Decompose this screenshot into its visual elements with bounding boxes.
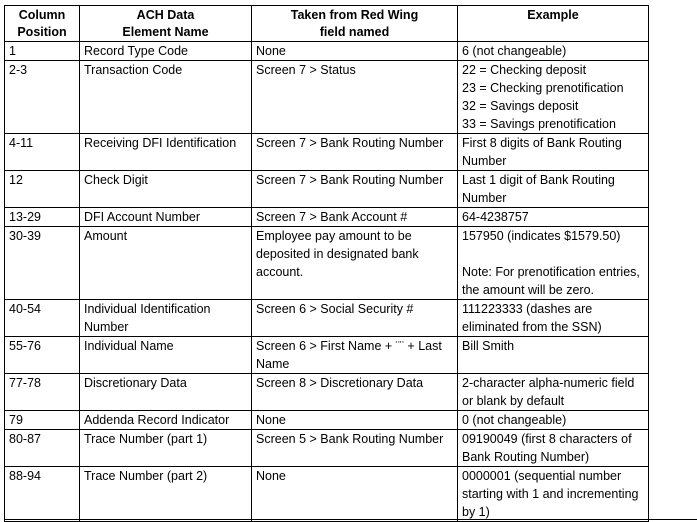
example-line: 09190049 (first 8 characters of Bank Routing Number) bbox=[462, 432, 632, 464]
table-body bbox=[5, 42, 649, 522]
cell-source-field: Screen 6 > First Name + ¨¨ + Last Name bbox=[252, 337, 458, 374]
table-row bbox=[5, 208, 649, 227]
table-row bbox=[5, 411, 649, 430]
table-header-row bbox=[5, 6, 649, 42]
cell-source-field: Screen 7 > Bank Routing Number bbox=[252, 134, 458, 171]
cell-position: 2-3 bbox=[5, 61, 80, 134]
cell-example bbox=[458, 134, 649, 171]
header-red-wing-field bbox=[252, 6, 458, 42]
cell-position: 80-87 bbox=[5, 430, 80, 467]
example-line: 32 = Savings deposit bbox=[462, 99, 579, 113]
cell-position: 12 bbox=[5, 171, 80, 208]
cell-element-name: Check Digit bbox=[80, 171, 252, 208]
header-text: Element Name bbox=[122, 25, 209, 39]
cell-element-name: Trace Number (part 2) bbox=[80, 467, 252, 522]
cell-element-name: Receiving DFI Identification bbox=[80, 134, 252, 171]
example-line: 0000001 (sequential number starting with 1 and incrementing by 1) bbox=[462, 469, 639, 519]
header-text: Example bbox=[527, 8, 579, 22]
header-text: Taken from Red Wing bbox=[290, 8, 419, 22]
cell-example bbox=[458, 227, 649, 300]
example-line: Note: For prenotification entries, the amount will be zero. bbox=[462, 265, 640, 297]
header-text: field named bbox=[319, 25, 390, 39]
cell-element-name: Addenda Record Indicator bbox=[80, 411, 252, 430]
header-text: Column bbox=[18, 8, 66, 22]
cell-position: 79 bbox=[5, 411, 80, 430]
example-line: First 8 digits of Bank Routing Number bbox=[462, 136, 622, 168]
table-row bbox=[5, 227, 649, 300]
table-row bbox=[5, 430, 649, 467]
header-column-position bbox=[5, 6, 80, 42]
cell-position: 30-39 bbox=[5, 227, 80, 300]
example-line: 157950 (indicates $1579.50) bbox=[462, 229, 621, 243]
example-line: 33 = Savings prenotification bbox=[462, 117, 616, 131]
cell-position: 77-78 bbox=[5, 374, 80, 411]
cell-element-name: Amount bbox=[80, 227, 252, 300]
table-row bbox=[5, 134, 649, 171]
header-text: ACH Data bbox=[136, 8, 195, 22]
cell-source-field: None bbox=[252, 411, 458, 430]
header-ach-element-name bbox=[80, 6, 252, 42]
cell-position: 4-11 bbox=[5, 134, 80, 171]
table-row bbox=[5, 337, 649, 374]
table-row bbox=[5, 61, 649, 134]
cell-element-name: DFI Account Number bbox=[80, 208, 252, 227]
cell-element-name: Individual Name bbox=[80, 337, 252, 374]
cell-source-field: Screen 7 > Bank Account # bbox=[252, 208, 458, 227]
cell-source-field: None bbox=[252, 467, 458, 522]
table-row bbox=[5, 171, 649, 208]
cell-position: 1 bbox=[5, 42, 80, 61]
cell-source-field: Screen 6 > Social Security # bbox=[252, 300, 458, 337]
cell-example bbox=[458, 430, 649, 467]
cell-example bbox=[458, 374, 649, 411]
cell-element-name: Transaction Code bbox=[80, 61, 252, 134]
header-example bbox=[458, 6, 649, 42]
header-text: Position bbox=[17, 25, 67, 39]
example-line: Bill Smith bbox=[462, 339, 515, 353]
cell-position: 40-54 bbox=[5, 300, 80, 337]
example-line: 6 (not changeable) bbox=[462, 44, 567, 58]
cell-source-field: Screen 5 > Bank Routing Number bbox=[252, 430, 458, 467]
example-line: 23 = Checking prenotification bbox=[462, 81, 624, 95]
cell-example bbox=[458, 300, 649, 337]
cell-element-name: Discretionary Data bbox=[80, 374, 252, 411]
cell-position: 88-94 bbox=[5, 467, 80, 522]
page-bottom-rule bbox=[4, 519, 697, 520]
example-line: Last 1 digit of Bank Routing Number bbox=[462, 173, 615, 205]
cell-element-name: Record Type Code bbox=[80, 42, 252, 61]
cell-example bbox=[458, 467, 649, 522]
table-row bbox=[5, 467, 649, 522]
example-line: 111223333 (dashes are eliminated from the SSN) bbox=[462, 302, 602, 334]
cell-example bbox=[458, 61, 649, 134]
cell-example bbox=[458, 337, 649, 374]
example-line: 0 (not changeable) bbox=[462, 413, 567, 427]
cell-example bbox=[458, 411, 649, 430]
cell-source-field: Screen 7 > Bank Routing Number bbox=[252, 171, 458, 208]
cell-example bbox=[458, 208, 649, 227]
cell-source-field: Employee pay amount to be deposited in designated bank account. bbox=[252, 227, 458, 300]
cell-position: 55-76 bbox=[5, 337, 80, 374]
table-row bbox=[5, 42, 649, 61]
cell-source-field: None bbox=[252, 42, 458, 61]
cell-source-field: Screen 8 > Discretionary Data bbox=[252, 374, 458, 411]
cell-source-field: Screen 7 > Status bbox=[252, 61, 458, 134]
cell-element-name: Individual Identification Number bbox=[80, 300, 252, 337]
example-line: 64-4238757 bbox=[462, 210, 529, 224]
example-blank-line bbox=[462, 245, 644, 263]
example-line: 2-character alpha-numeric field or blank by default bbox=[462, 376, 635, 408]
table-row bbox=[5, 374, 649, 411]
ach-field-mapping-table bbox=[4, 5, 649, 522]
cell-element-name: Trace Number (part 1) bbox=[80, 430, 252, 467]
table-row bbox=[5, 300, 649, 337]
example-line: 22 = Checking deposit bbox=[462, 63, 587, 77]
cell-example bbox=[458, 42, 649, 61]
cell-position: 13-29 bbox=[5, 208, 80, 227]
cell-example bbox=[458, 171, 649, 208]
